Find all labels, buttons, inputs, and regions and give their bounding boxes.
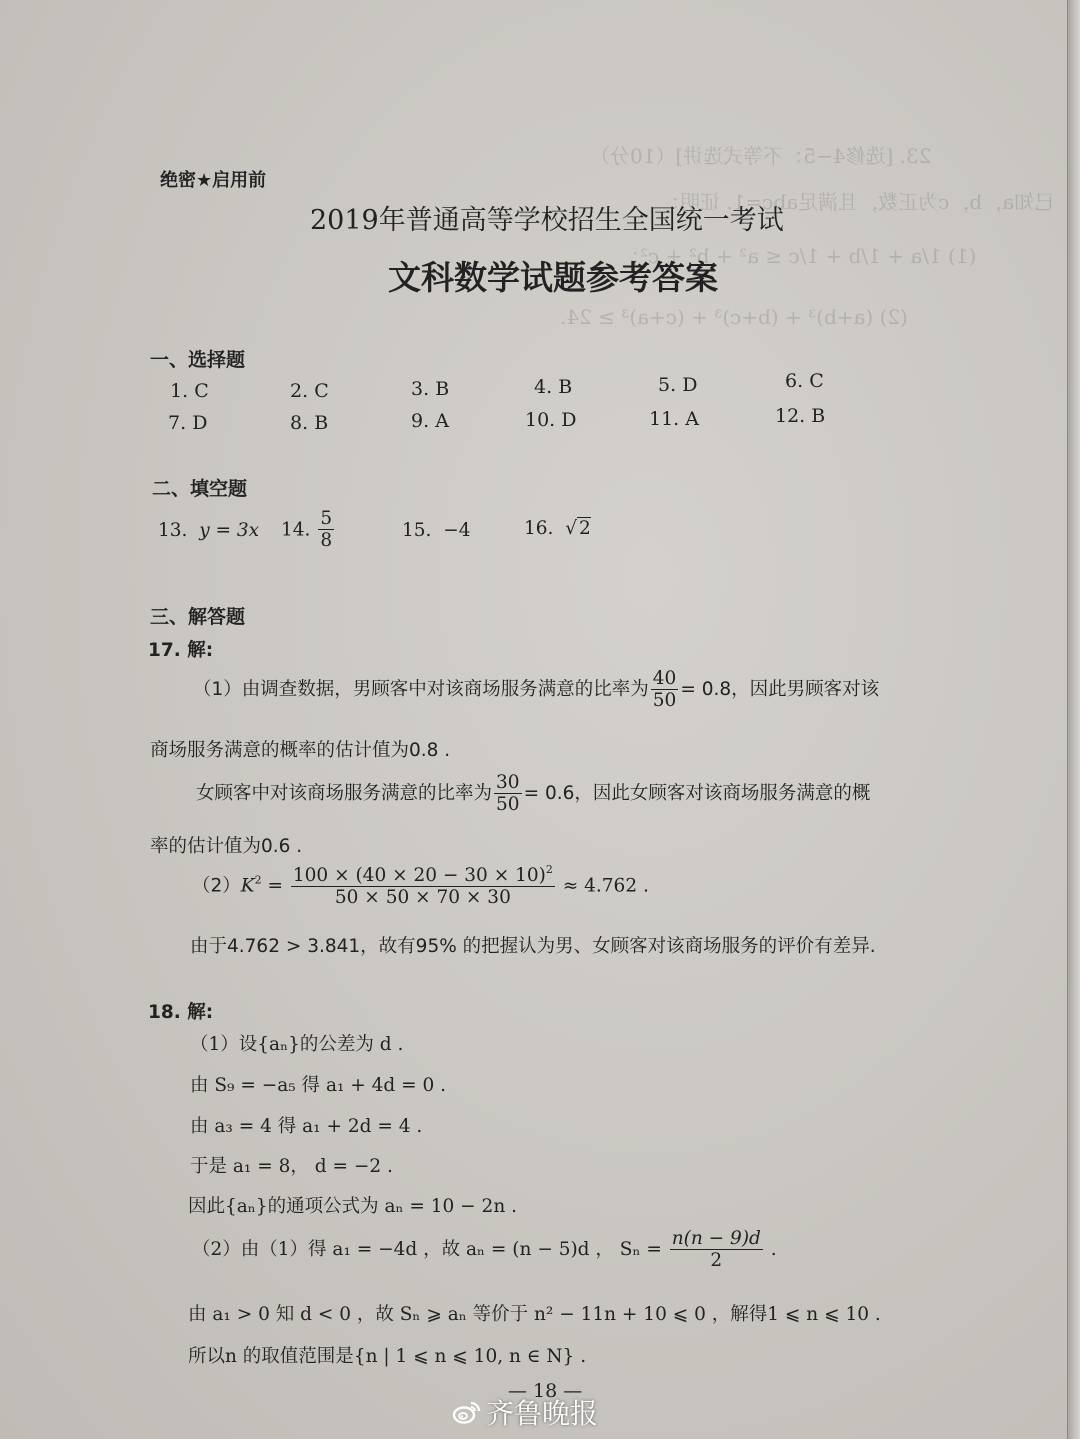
mc-answer: 10. D [525, 409, 577, 431]
mc-answer: 7. D [168, 412, 208, 434]
mc-answer: 4. B [534, 376, 573, 398]
mc-answer: 2. C [290, 380, 329, 402]
q17-part1-line2: 商场服务满意的概率的估计值为0.8 . [150, 740, 451, 761]
q18-line: 由 a₁ > 0 知 d < 0 ，故 Sₙ ⩾ aₙ 等价于 n² − 11n + 10 ⩽ 0 ，解得1 ⩽ n ⩽ 10 . [188, 1304, 881, 1325]
mc-answer: 11. A [649, 408, 699, 430]
q18-line: 于是 a₁ = 8， d = −2 . [190, 1156, 393, 1177]
exam-title: 2019年普通高等学校招生全国统一考试 [310, 205, 784, 236]
sqrt-icon: √ [565, 518, 577, 539]
document-title: 文科数学试题参考答案 [388, 258, 718, 297]
question-17-label: 17. 解: [148, 640, 214, 661]
mc-answer: 1. C [170, 380, 209, 402]
q18-line: （1）设{aₙ}的公差为 d . [190, 1034, 404, 1055]
q17-female-line2: 率的估计值为0.6 . [150, 836, 303, 857]
fraction: $\frac{5}{8}$ [320, 508, 333, 552]
section-title-multiple-choice: 一、选择题 [150, 349, 246, 371]
mc-answer: 12. B [775, 405, 826, 427]
q18-line: 由 a₃ = 4 得 a₁ + 2d = 4 . [190, 1116, 423, 1137]
fraction: $\frac{100 \times (40 \times 20 - 30 \times 10)^2}{50 \times 50 \times 70 \times 30}$ [292, 863, 553, 909]
q17-female-line1: 女顾客中对该商场服务满意的比率为 $\frac{30}{50}$ = 0.6，因此女顾客对该商场服务满意的概 [196, 772, 871, 816]
section-title-fill-blank: 二、填空题 [152, 478, 248, 500]
mc-answer: 8. B [290, 412, 329, 434]
weibo-icon [452, 1399, 482, 1425]
q18-part2-line: （2）由（1）得 a₁ = −4d ，故 aₙ = (n − 5)d ， Sₙ = $\frac{n(n - 9)d}{2}$ . [192, 1228, 777, 1272]
fill-answer: 16. √ 2 [524, 518, 591, 539]
bleed-through-line: 已知a，b，c为正数，且满足abc=1. 证明： [660, 190, 1055, 214]
watermark-text: 齐鲁晚报 [486, 1397, 599, 1430]
fraction: $\frac{30}{50}$ [496, 772, 520, 816]
fill-answer: 13. y = 3x [158, 520, 260, 541]
fill-answer: 14. $\frac{5}{8}$ [281, 508, 333, 552]
fill-answer: 15. −4 [402, 520, 471, 541]
mc-answer: 6. C [785, 370, 824, 392]
question-18-label: 18. 解: [148, 1002, 214, 1023]
bleed-through-line: (2) (a+b)³ + (b+c)³ + (c+a)³ ≥ 24. [560, 305, 908, 329]
classified-label: 绝密★启用前 [160, 170, 267, 191]
mc-answer: 5. D [658, 374, 698, 396]
mc-answer: 3. B [411, 378, 450, 400]
section-title-solutions: 三、解答题 [150, 606, 246, 628]
q17-part1-line1: （1）由调查数据，男顾客中对该商场服务满意的比率为 $\frac{40}{50}$ = 0.8，因此男顾客对该 [193, 668, 880, 712]
q18-line: 所以n 的取值范围是{n | 1 ⩽ n ⩽ 10, n ∈ N} . [188, 1346, 587, 1367]
mc-answer: 9. A [411, 410, 449, 432]
watermark [452, 1392, 598, 1432]
fraction: $\frac{n(n - 9)d}{2}$ [671, 1228, 761, 1272]
page-edge [1067, 0, 1080, 1439]
bleed-through-line: 23. [选修4−5：不等式选讲]（10分） [590, 144, 932, 168]
q18-line: 由 S₉ = −a₅ 得 a₁ + 4d = 0 . [190, 1075, 447, 1096]
q17-conclusion: 由于4.762 > 3.841，故有95% 的把握认为男、女顾客对该商场服务的评价有差异. [190, 936, 876, 957]
bleed-through-line: (1) 1/a + 1/b + 1/c ≤ a² + b² + c²； [620, 244, 977, 268]
q17-part2-formula: $(2)K^2$ = $\frac{100 \times (40 \times 20 - 30 \times 10)^2}{50 \times 50 \times 70 \times 30}$ ≈ 4.762 . [192, 863, 649, 909]
page-number: — 18 — [508, 1380, 583, 1402]
fraction: $\frac{40}{50}$ [652, 668, 677, 712]
q18-line: 因此{aₙ}的通项公式为 aₙ = 10 − 2n . [188, 1196, 517, 1217]
